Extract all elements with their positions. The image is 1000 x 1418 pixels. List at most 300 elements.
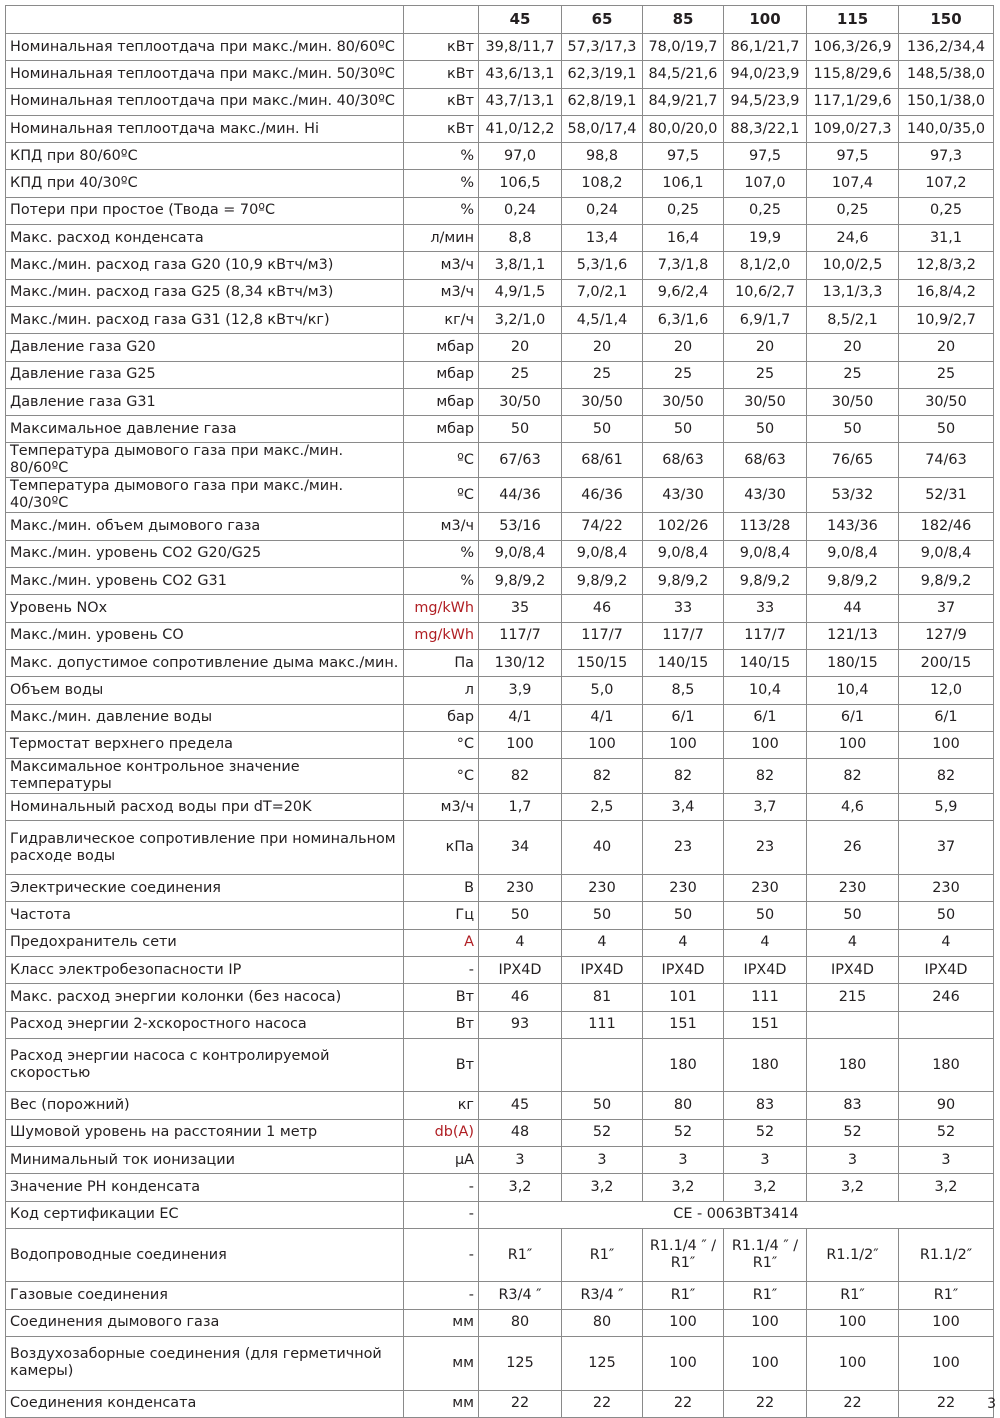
value-cell: 37	[899, 821, 994, 875]
value-cell: IPX4D	[724, 956, 807, 983]
value-cell: 52	[807, 1119, 899, 1146]
value-cell: 9,8/9,2	[724, 568, 807, 595]
value-cell: 230	[479, 875, 562, 902]
value-cell: 151	[724, 1011, 807, 1038]
value-cell: 4	[807, 929, 899, 956]
value-cell: R1″	[479, 1228, 562, 1282]
value-cell: 182/46	[899, 513, 994, 540]
value-cell: 150/15	[562, 649, 643, 676]
parameter-name: Электрические соединения	[6, 875, 404, 902]
value-cell: 50	[479, 416, 562, 443]
value-cell: 30/50	[479, 388, 562, 415]
value-cell: 52	[899, 1119, 994, 1146]
value-cell: 140/15	[724, 649, 807, 676]
parameter-name: Номинальная теплоотдача макс./мин. Hi	[6, 115, 404, 142]
value-cell: 43/30	[724, 478, 807, 513]
page-number: 3	[987, 1396, 996, 1412]
unit-cell: мбар	[404, 334, 479, 361]
unit-cell: -	[404, 1174, 479, 1201]
value-cell: 23	[724, 821, 807, 875]
unit-cell: кг/ч	[404, 306, 479, 333]
value-cell: 46	[479, 984, 562, 1011]
value-cell: 6/1	[807, 704, 899, 731]
value-cell: 22	[643, 1390, 724, 1417]
unit-cell: мбар	[404, 416, 479, 443]
unit-cell: %	[404, 540, 479, 567]
value-cell: 20	[643, 334, 724, 361]
value-cell: 20	[562, 334, 643, 361]
value-cell: 3,4	[643, 794, 724, 821]
value-cell: R3/4 ″	[479, 1282, 562, 1309]
value-cell: 0,25	[899, 197, 994, 224]
value-cell: 25	[562, 361, 643, 388]
table-row	[6, 361, 994, 388]
value-cell: 30/50	[643, 388, 724, 415]
parameter-name: Максимальное контрольное значение температуры	[6, 759, 404, 794]
value-cell: 33	[643, 595, 724, 622]
value-cell: 6/1	[899, 704, 994, 731]
value-cell: 100	[807, 1309, 899, 1336]
value-cell: 3	[807, 1146, 899, 1173]
value-cell: 25	[807, 361, 899, 388]
parameter-name: Номинальная теплоотдача при макс./мин. 80/60ºC	[6, 34, 404, 61]
unit-cell: °C	[404, 759, 479, 794]
value-cell: IPX4D	[807, 956, 899, 983]
value-cell: 111	[724, 984, 807, 1011]
value-cell: 82	[724, 759, 807, 794]
value-cell: 20	[479, 334, 562, 361]
value-cell: 100	[724, 1337, 807, 1391]
parameter-name: Расход энергии насоса с контролируемой скоростью	[6, 1038, 404, 1092]
value-cell: 53/32	[807, 478, 899, 513]
unit-cell: мм	[404, 1390, 479, 1417]
value-cell: 2,5	[562, 794, 643, 821]
value-cell: 0,25	[724, 197, 807, 224]
unit-cell: л/мин	[404, 225, 479, 252]
table-row	[6, 252, 994, 279]
value-cell: 9,8/9,2	[562, 568, 643, 595]
table-row	[6, 170, 994, 197]
value-cell: 117/7	[643, 622, 724, 649]
value-cell: 25	[479, 361, 562, 388]
value-cell: 82	[562, 759, 643, 794]
table-row	[6, 34, 994, 61]
value-cell: 31,1	[899, 225, 994, 252]
value-cell: 8,5/2,1	[807, 306, 899, 333]
table-row	[6, 443, 994, 478]
value-cell: 50	[807, 416, 899, 443]
unit-cell: -	[404, 1201, 479, 1228]
table-row	[6, 143, 994, 170]
value-cell: 0,25	[807, 197, 899, 224]
parameter-name: Термостат верхнего предела	[6, 731, 404, 758]
value-cell: 39,8/11,7	[479, 34, 562, 61]
value-cell: 0,24	[479, 197, 562, 224]
table-row	[6, 306, 994, 333]
value-cell: 83	[724, 1092, 807, 1119]
table-row	[6, 1092, 994, 1119]
value-cell: 4	[899, 929, 994, 956]
value-cell: 52	[643, 1119, 724, 1146]
value-cell	[562, 1038, 643, 1092]
table-row	[6, 1282, 994, 1309]
value-cell: IPX4D	[899, 956, 994, 983]
table-row	[6, 334, 994, 361]
spec-table	[5, 5, 994, 1418]
value-cell: 8,8	[479, 225, 562, 252]
value-cell: 1,7	[479, 794, 562, 821]
value-cell: 25	[724, 361, 807, 388]
value-cell: 3,2	[562, 1174, 643, 1201]
value-cell: 10,0/2,5	[807, 252, 899, 279]
value-cell: 22	[807, 1390, 899, 1417]
value-cell: 180/15	[807, 649, 899, 676]
unit-cell: ºC	[404, 478, 479, 513]
value-cell: 57,3/17,3	[562, 34, 643, 61]
unit-cell: В	[404, 875, 479, 902]
value-cell: 86,1/21,7	[724, 34, 807, 61]
value-cell: 43,6/13,1	[479, 61, 562, 88]
value-cell: 43,7/13,1	[479, 88, 562, 115]
value-cell: 100	[643, 1309, 724, 1336]
value-cell: 106,3/26,9	[807, 34, 899, 61]
table-row	[6, 929, 994, 956]
parameter-name: Воздухозаборные соединения (для герметичной камеры)	[6, 1337, 404, 1391]
value-cell: R3/4 ″	[562, 1282, 643, 1309]
value-cell: 3,9	[479, 677, 562, 704]
table-row	[6, 1119, 994, 1146]
table-row	[6, 677, 994, 704]
value-cell: 230	[899, 875, 994, 902]
value-cell: 3	[899, 1146, 994, 1173]
value-cell: 25	[899, 361, 994, 388]
value-cell: 117/7	[562, 622, 643, 649]
value-cell: 3	[562, 1146, 643, 1173]
value-cell: 44	[807, 595, 899, 622]
value-cell: 97,5	[643, 143, 724, 170]
value-cell: 121/13	[807, 622, 899, 649]
value-cell: 8,5	[643, 677, 724, 704]
header-model-150: 150	[899, 6, 994, 34]
unit-cell: м3/ч	[404, 279, 479, 306]
unit-cell: мм	[404, 1337, 479, 1391]
value-cell: 3,2/1,0	[479, 306, 562, 333]
unit-cell: -	[404, 1282, 479, 1309]
table-row	[6, 540, 994, 567]
parameter-name: Макс. расход энергии колонки (без насоса)	[6, 984, 404, 1011]
parameter-name: Номинальный расход воды при dT=20K	[6, 794, 404, 821]
parameter-name: Макс. расход конденсата	[6, 225, 404, 252]
parameter-name: Номинальная теплоотдача при макс./мин. 40/30ºC	[6, 88, 404, 115]
value-cell: 34	[479, 821, 562, 875]
value-cell: 9,0/8,4	[807, 540, 899, 567]
value-cell: R1.1/4 ″ / R1″	[724, 1228, 807, 1282]
value-cell: 200/15	[899, 649, 994, 676]
parameter-name: Код сертификации ЕС	[6, 1201, 404, 1228]
value-cell: 43/30	[643, 478, 724, 513]
unit-cell: Па	[404, 649, 479, 676]
unit-cell: кВт	[404, 88, 479, 115]
value-cell: 45	[479, 1092, 562, 1119]
value-cell: 9,0/8,4	[562, 540, 643, 567]
table-row	[6, 875, 994, 902]
value-cell: 84,9/21,7	[643, 88, 724, 115]
table-row	[6, 759, 994, 794]
value-cell: 9,8/9,2	[807, 568, 899, 595]
unit-cell: кВт	[404, 115, 479, 142]
value-cell: 78,0/19,7	[643, 34, 724, 61]
parameter-name: Номинальная теплоотдача при макс./мин. 50/30ºC	[6, 61, 404, 88]
table-row	[6, 61, 994, 88]
unit-cell: Вт	[404, 1011, 479, 1038]
unit-cell: -	[404, 1228, 479, 1282]
unit-cell: м3/ч	[404, 252, 479, 279]
value-cell: 7,0/2,1	[562, 279, 643, 306]
value-cell: 20	[724, 334, 807, 361]
value-cell: 48	[479, 1119, 562, 1146]
parameter-name: Макс./мин. расход газа G20 (10,9 кВтч/м3)	[6, 252, 404, 279]
parameter-name: КПД при 40/30ºC	[6, 170, 404, 197]
value-cell: 127/9	[899, 622, 994, 649]
value-cell: 82	[643, 759, 724, 794]
value-cell: 10,4	[807, 677, 899, 704]
parameter-name: Соединения дымового газа	[6, 1309, 404, 1336]
value-cell: 108,2	[562, 170, 643, 197]
header-param-cell	[6, 6, 404, 34]
value-cell: 4/1	[479, 704, 562, 731]
parameter-name: Частота	[6, 902, 404, 929]
value-cell: 4	[724, 929, 807, 956]
value-cell: R1.1/4 ″ / R1″	[643, 1228, 724, 1282]
value-cell: 80	[562, 1309, 643, 1336]
table-row	[6, 1309, 994, 1336]
value-cell: 81	[562, 984, 643, 1011]
value-cell: 37	[899, 595, 994, 622]
value-cell: 68/63	[724, 443, 807, 478]
header-unit-cell	[404, 6, 479, 34]
value-cell: 53/16	[479, 513, 562, 540]
value-cell: 97,5	[724, 143, 807, 170]
parameter-name: Давление газа G20	[6, 334, 404, 361]
parameter-name: КПД при 80/60ºC	[6, 143, 404, 170]
value-cell: 150,1/38,0	[899, 88, 994, 115]
unit-cell: мбар	[404, 361, 479, 388]
table-row	[6, 595, 994, 622]
value-cell: 246	[899, 984, 994, 1011]
value-cell: 98,8	[562, 143, 643, 170]
parameter-name: Водопроводные соединения	[6, 1228, 404, 1282]
unit-cell: л	[404, 677, 479, 704]
parameter-name: Макс./мин. расход газа G25 (8,34 кВтч/м3)	[6, 279, 404, 306]
parameter-name: Давление газа G25	[6, 361, 404, 388]
value-cell: 148,5/38,0	[899, 61, 994, 88]
unit-cell: mg/kWh	[404, 622, 479, 649]
value-cell: 3,2	[479, 1174, 562, 1201]
value-cell: 5,3/1,6	[562, 252, 643, 279]
value-cell: 50	[479, 902, 562, 929]
parameter-name: Расход энергии 2-хскоростного насоса	[6, 1011, 404, 1038]
parameter-name: Максимальное давление газа	[6, 416, 404, 443]
value-cell: 3	[724, 1146, 807, 1173]
value-cell: 80	[479, 1309, 562, 1336]
value-cell: 136,2/34,4	[899, 34, 994, 61]
value-cell: 82	[479, 759, 562, 794]
table-row	[6, 1201, 994, 1228]
parameter-name: Макс. допустимое сопротивление дыма макс./мин.	[6, 649, 404, 676]
value-cell: 111	[562, 1011, 643, 1038]
value-cell: 151	[643, 1011, 724, 1038]
value-cell: 50	[899, 416, 994, 443]
parameter-name: Газовые соединения	[6, 1282, 404, 1309]
value-cell: 10,4	[724, 677, 807, 704]
value-cell: 50	[643, 902, 724, 929]
value-cell: 9,0/8,4	[479, 540, 562, 567]
unit-cell: µA	[404, 1146, 479, 1173]
value-cell: 230	[643, 875, 724, 902]
unit-cell: °C	[404, 731, 479, 758]
table-row	[6, 1390, 994, 1417]
value-cell: 30/50	[807, 388, 899, 415]
parameter-name: Соединения конденсата	[6, 1390, 404, 1417]
value-cell: 13,4	[562, 225, 643, 252]
value-cell: 102/26	[643, 513, 724, 540]
table-row	[6, 956, 994, 983]
value-cell: 4/1	[562, 704, 643, 731]
value-cell: 143/36	[807, 513, 899, 540]
value-cell: 3,2	[899, 1174, 994, 1201]
parameter-name: Уровень NOx	[6, 595, 404, 622]
unit-cell: мм	[404, 1309, 479, 1336]
value-cell: 25	[643, 361, 724, 388]
value-cell: 50	[562, 416, 643, 443]
unit-cell: mg/kWh	[404, 595, 479, 622]
value-cell: 230	[724, 875, 807, 902]
header-model-45: 45	[479, 6, 562, 34]
value-cell: 100	[899, 731, 994, 758]
value-cell: 22	[562, 1390, 643, 1417]
value-cell: 8,1/2,0	[724, 252, 807, 279]
value-cell: 230	[562, 875, 643, 902]
table-row	[6, 1011, 994, 1038]
value-cell: 50	[899, 902, 994, 929]
value-cell: R1.1/2″	[899, 1228, 994, 1282]
value-cell: 4	[562, 929, 643, 956]
value-cell: 140,0/35,0	[899, 115, 994, 142]
value-cell: 20	[899, 334, 994, 361]
value-cell: IPX4D	[562, 956, 643, 983]
unit-cell: db(A)	[404, 1119, 479, 1146]
parameter-name: Макс./мин. уровень CO2 G20/G25	[6, 540, 404, 567]
value-cell: 100	[899, 1309, 994, 1336]
merged-value-cell: CE - 0063BT3414	[479, 1201, 994, 1228]
header-model-65: 65	[562, 6, 643, 34]
table-row	[6, 984, 994, 1011]
value-cell: 6/1	[643, 704, 724, 731]
value-cell: 6,3/1,6	[643, 306, 724, 333]
value-cell: 100	[643, 731, 724, 758]
value-cell: 3,2	[807, 1174, 899, 1201]
value-cell: 50	[562, 902, 643, 929]
value-cell: 9,8/9,2	[479, 568, 562, 595]
parameter-name: Макс./мин. давление воды	[6, 704, 404, 731]
value-cell: 93	[479, 1011, 562, 1038]
value-cell: 22	[899, 1390, 994, 1417]
value-cell: 109,0/27,3	[807, 115, 899, 142]
unit-cell: мбар	[404, 388, 479, 415]
value-cell: 46	[562, 595, 643, 622]
value-cell: 9,0/8,4	[899, 540, 994, 567]
unit-cell: кПа	[404, 821, 479, 875]
value-cell: 107,2	[899, 170, 994, 197]
table-row	[6, 794, 994, 821]
unit-cell: Гц	[404, 902, 479, 929]
value-cell: 107,4	[807, 170, 899, 197]
table-row	[6, 649, 994, 676]
parameter-name: Объем воды	[6, 677, 404, 704]
value-cell: 16,4	[643, 225, 724, 252]
value-cell: 97,0	[479, 143, 562, 170]
table-row	[6, 1174, 994, 1201]
value-cell: 3,2	[724, 1174, 807, 1201]
table-row	[6, 731, 994, 758]
value-cell: 46/36	[562, 478, 643, 513]
value-cell: 50	[807, 902, 899, 929]
value-cell	[479, 1038, 562, 1092]
value-cell: 40	[562, 821, 643, 875]
unit-cell: ºC	[404, 443, 479, 478]
value-cell: 50	[724, 416, 807, 443]
value-cell: 100	[807, 731, 899, 758]
value-cell: 97,5	[807, 143, 899, 170]
value-cell: 3,2	[643, 1174, 724, 1201]
value-cell: R1″	[807, 1282, 899, 1309]
value-cell: 3	[643, 1146, 724, 1173]
value-cell: 50	[562, 1092, 643, 1119]
value-cell: 106,1	[643, 170, 724, 197]
unit-cell: кВт	[404, 34, 479, 61]
parameter-name: Класс электробезопасности IP	[6, 956, 404, 983]
value-cell: 180	[807, 1038, 899, 1092]
unit-cell: %	[404, 170, 479, 197]
parameter-name: Макс./мин. уровень CO2 G31	[6, 568, 404, 595]
value-cell: 68/63	[643, 443, 724, 478]
header-model-115: 115	[807, 6, 899, 34]
parameter-name: Макс./мин. расход газа G31 (12,8 кВтч/кг)	[6, 306, 404, 333]
value-cell: 9,8/9,2	[643, 568, 724, 595]
unit-cell: А	[404, 929, 479, 956]
value-cell: 50	[643, 416, 724, 443]
parameter-name: Вес (порожний)	[6, 1092, 404, 1119]
table-row	[6, 568, 994, 595]
value-cell: 82	[807, 759, 899, 794]
value-cell: 100	[479, 731, 562, 758]
value-cell: 74/63	[899, 443, 994, 478]
parameter-name: Минимальный ток ионизации	[6, 1146, 404, 1173]
value-cell: 6,9/1,7	[724, 306, 807, 333]
value-cell: 13,1/3,3	[807, 279, 899, 306]
value-cell: 115,8/29,6	[807, 61, 899, 88]
value-cell: 180	[724, 1038, 807, 1092]
value-cell: 5,9	[899, 794, 994, 821]
unit-cell: м3/ч	[404, 794, 479, 821]
unit-cell: %	[404, 568, 479, 595]
value-cell: 62,3/19,1	[562, 61, 643, 88]
parameter-name: Предохранитель сети	[6, 929, 404, 956]
table-row	[6, 197, 994, 224]
unit-cell: бар	[404, 704, 479, 731]
value-cell: 52	[724, 1119, 807, 1146]
value-cell: 113/28	[724, 513, 807, 540]
